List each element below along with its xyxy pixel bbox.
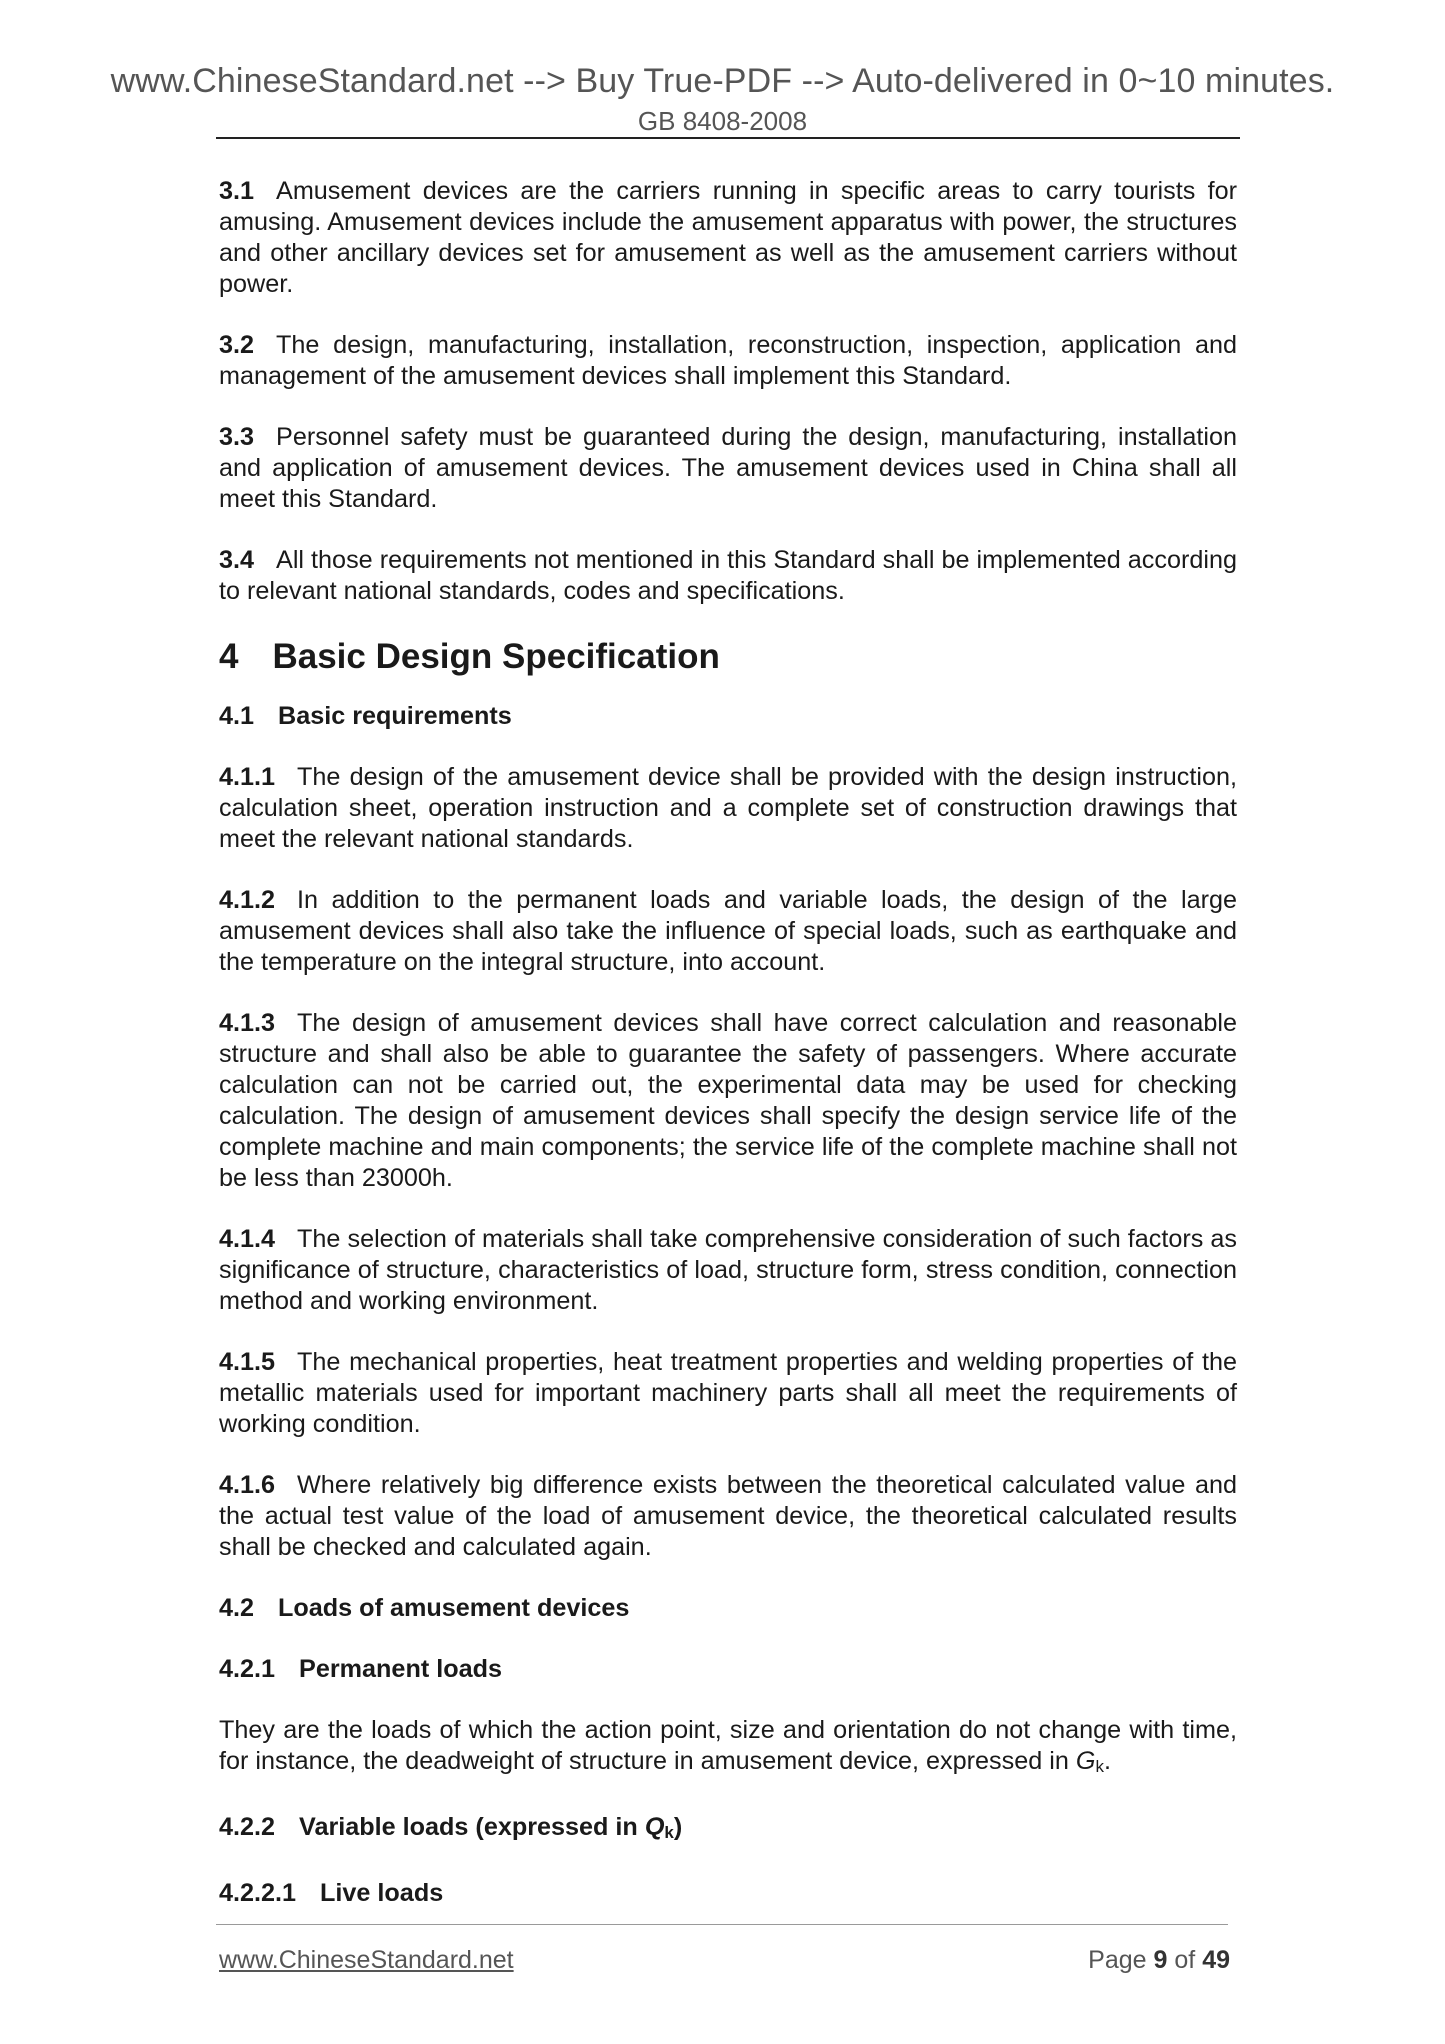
subsection-heading-4-1 — [219, 701, 1237, 732]
clause-number: 3.2 — [219, 331, 255, 359]
subsection-heading-4-2-2-1 — [219, 1878, 1237, 1909]
section-number: 4.2.1 — [219, 1655, 276, 1683]
clause-4-1-1 — [219, 762, 1237, 855]
section-number: 4.2 — [219, 1594, 255, 1622]
clause-text: All those requirements not mentioned in this Standard shall be implemented according to relevant national standards, codes and specifications. — [219, 546, 1237, 605]
paragraph-permanent-loads — [219, 1715, 1237, 1782]
clause-4-1-3 — [219, 1008, 1237, 1194]
section-title: Basic Design Specification — [272, 637, 720, 676]
clause-number: 4.1.5 — [219, 1348, 276, 1376]
subsection-heading-4-2-2 — [219, 1812, 1237, 1848]
section-number: 4.1 — [219, 702, 255, 730]
clause-text: The selection of materials shall take comprehensive consideration of such factors as significance of structure, characteristics of load, structure form, stress condition, connection method and working environment. — [219, 1225, 1237, 1315]
load-subscript: k — [1095, 1757, 1104, 1776]
footer-divider — [216, 1924, 1228, 1925]
section-number: 4.2.2.1 — [219, 1879, 297, 1907]
header-banner: www.ChineseStandard.net --> Buy True-PDF --> Auto-delivered in 0~10 minutes. — [110, 62, 1335, 100]
header-divider — [216, 137, 1240, 139]
section-title: Loads of amusement devices — [278, 1594, 630, 1622]
clause-number: 3.1 — [219, 177, 255, 205]
section-title: Permanent loads — [299, 1655, 502, 1683]
page-of: of — [1174, 1946, 1196, 1974]
total-pages: 49 — [1202, 1946, 1230, 1974]
section-title: Live loads — [320, 1879, 444, 1907]
footer-website-link[interactable]: www.ChineseStandard.net — [219, 1946, 514, 1974]
subsection-heading-4-2 — [219, 1593, 1237, 1624]
section-title: Variable loads (expressed in — [299, 1813, 645, 1841]
clause-number: 4.1.3 — [219, 1009, 276, 1037]
paragraph-end: . — [1103, 1747, 1111, 1775]
clause-text: The design of the amusement device shall be provided with the design instruction, calculation sheet, operation instruction and a complete set of construction drawings that meet the relevant national standards. — [219, 763, 1237, 853]
clause-number: 3.4 — [219, 546, 255, 574]
clause-number: 4.1.1 — [219, 763, 276, 791]
subsection-heading-4-2-1 — [219, 1654, 1237, 1685]
clause-number: 4.1.6 — [219, 1471, 276, 1499]
clause-number: 3.3 — [219, 423, 255, 451]
clause-3-3 — [219, 422, 1237, 515]
clause-text: Personnel safety must be guaranteed during the design, manufacturing, installation and application of amusement devices. The amusement devices used in China shall all meet this Standard. — [219, 423, 1237, 513]
section-number: 4.2.2 — [219, 1813, 276, 1841]
section-number: 4 — [219, 637, 239, 676]
current-page: 9 — [1153, 1946, 1168, 1974]
document-body — [219, 176, 1237, 1939]
page-number — [1088, 1946, 1230, 1975]
clause-4-1-5 — [219, 1347, 1237, 1440]
standard-code: GB 8408-2008 — [637, 106, 808, 136]
clause-3-2 — [219, 330, 1237, 392]
page-prefix: Page — [1088, 1946, 1147, 1974]
clause-text: The design of amusement devices shall have correct calculation and reasonable structure and shall also be able to guarantee the safety of passengers. Where accurate calculation can not be carried out, the experimental data may be used for checking calculation. The design of amusement devices shall specify the design service life of the complete machine and main components; the service life of the complete machine shall not be less than 23000h. — [219, 1009, 1237, 1192]
title-end: ) — [673, 1813, 683, 1841]
clause-text: In addition to the permanent loads and variable loads, the design of the large amusement devices shall also take the influence of special loads, such as earthquake and the temperature on the integral structure, into account. — [219, 886, 1237, 976]
section-heading-4 — [219, 637, 1237, 677]
load-subscript: k — [664, 1823, 674, 1842]
clause-3-4 — [219, 545, 1237, 607]
clause-text: Amusement devices are the carriers running in specific areas to carry tourists for amusing. Amusement devices include the amusement apparatus with power, the structures and other ancillary devices set for amusement as well as the amusement carriers without power. — [219, 177, 1237, 298]
clause-number: 4.1.4 — [219, 1225, 276, 1253]
clause-4-1-2 — [219, 885, 1237, 978]
clause-4-1-4 — [219, 1224, 1237, 1317]
clause-text: The mechanical properties, heat treatment properties and welding properties of the metallic materials used for important machinery parts shall all meet the requirements of working condition. — [219, 1348, 1237, 1438]
clause-3-1 — [219, 176, 1237, 300]
clause-text: Where relatively big difference exists between the theoretical calculated value and the actual test value of the load of amusement device, the theoretical calculated results shall be checked and calculated again. — [219, 1471, 1237, 1561]
clause-number: 4.1.2 — [219, 886, 276, 914]
load-symbol: G — [1075, 1747, 1096, 1775]
paragraph-text: They are the loads of which the action point, size and orientation do not change with time, for instance, the deadweight of structure in amusement device, expressed in — [219, 1716, 1237, 1775]
load-symbol: Q — [644, 1813, 665, 1841]
section-title: Basic requirements — [278, 702, 512, 730]
clause-4-1-6 — [219, 1470, 1237, 1563]
clause-text: The design, manufacturing, installation, reconstruction, inspection, application and management of the amusement devices shall implement this Standard. — [219, 331, 1237, 390]
